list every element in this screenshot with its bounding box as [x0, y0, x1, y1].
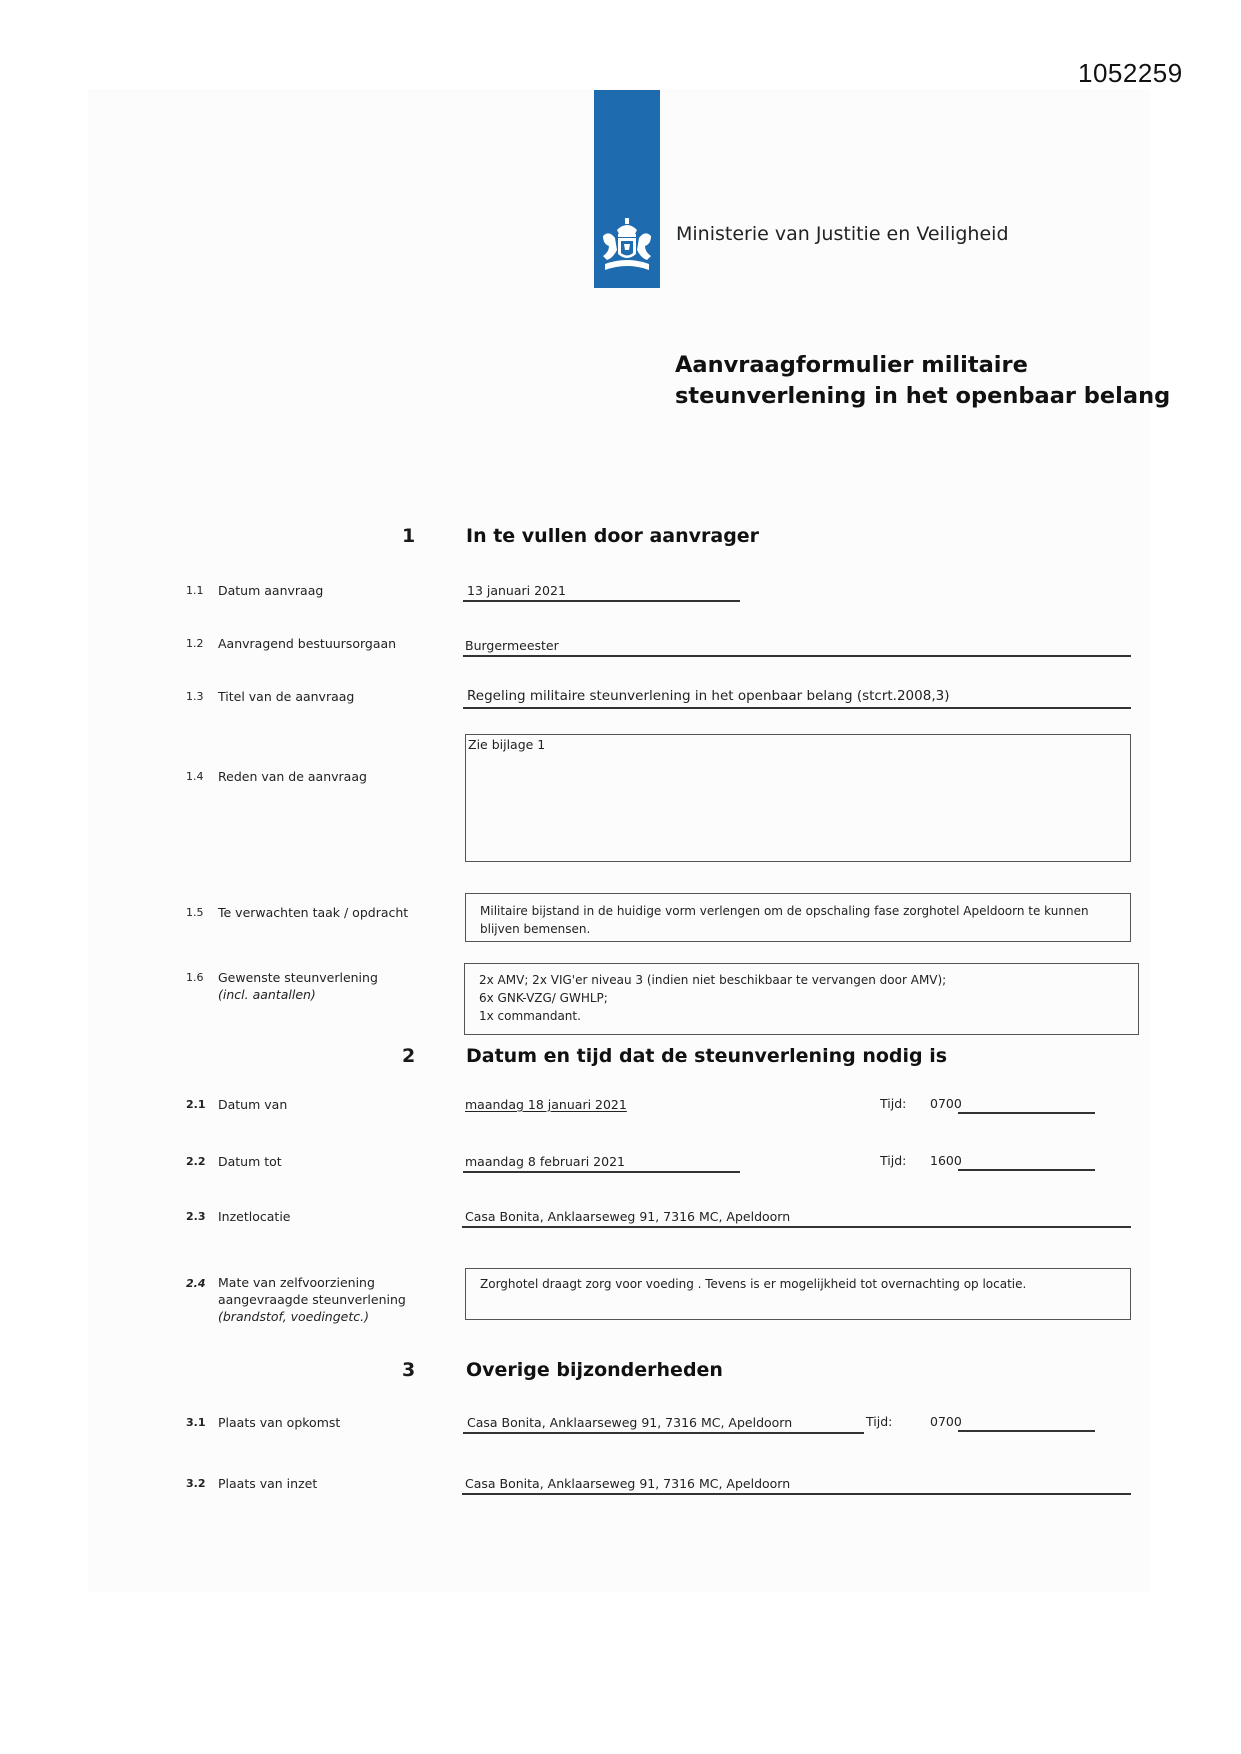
- field-1-1-label: Datum aanvraag: [218, 583, 324, 598]
- field-2-4-number: 2.4: [186, 1277, 206, 1290]
- field-2-3-underline: [462, 1226, 1131, 1228]
- field-3-1-underline: [463, 1432, 864, 1434]
- field-2-1-label: Datum van: [218, 1097, 288, 1112]
- steunverlening-line2: 6x GNK-VZG/ GWHLP;: [479, 991, 608, 1005]
- reden-aanvraag-textarea[interactable]: [465, 734, 1131, 862]
- field-1-5-label: Te verwachten taak / opdracht: [218, 905, 409, 920]
- steunverlening-line3: 1x commandant.: [479, 1009, 581, 1023]
- field-2-2-label: Datum tot: [218, 1154, 282, 1169]
- rijksoverheid-logo-bar: [594, 90, 660, 288]
- field-1-3-underline: [463, 707, 1131, 709]
- field-2-2-underline: [463, 1171, 740, 1173]
- section-3-title: Overige bijzonderheden: [466, 1359, 723, 1381]
- field-1-6-sublabel: (incl. aantallen): [218, 987, 316, 1002]
- field-2-3-label: Inzetlocatie: [218, 1209, 291, 1224]
- field-3-1-time-label: Tijd:: [866, 1414, 893, 1429]
- form-title: [675, 350, 1170, 412]
- field-1-1-underline: [463, 600, 740, 602]
- plaats-inzet-field[interactable]: Casa Bonita, Anklaarseweg 91, 7316 MC, Apeldoorn: [465, 1476, 791, 1491]
- field-3-2-number: 3.2: [186, 1477, 206, 1490]
- field-2-3-number: 2.3: [186, 1210, 206, 1223]
- field-1-5-number: 1.5: [186, 906, 204, 919]
- section-3-number: 3: [402, 1359, 416, 1381]
- field-1-3-number: 1.3: [186, 690, 204, 703]
- ministry-name: Ministerie van Justitie en Veiligheid: [676, 223, 1009, 245]
- tijd-opkomst-field[interactable]: 0700: [930, 1414, 962, 1429]
- field-1-1-number: 1.1: [186, 584, 204, 597]
- field-1-6-number: 1.6: [186, 971, 204, 984]
- field-2-4-sublabel: (brandstof, voedingetc.): [218, 1309, 369, 1324]
- plaats-opkomst-field[interactable]: Casa Bonita, Anklaarseweg 91, 7316 MC, Apeldoorn: [467, 1415, 793, 1430]
- form-title-line2: steunverlening in het openbaar belang: [675, 383, 1171, 409]
- section-1-title: In te vullen door aanvrager: [466, 525, 760, 547]
- field-2-1-number: 2.1: [186, 1098, 206, 1111]
- field-3-2-underline: [462, 1493, 1131, 1495]
- gewenste-steunverlening-textarea[interactable]: [464, 963, 1139, 1035]
- datum-aanvraag-field[interactable]: 13 januari 2021: [467, 583, 566, 598]
- aanvragend-bestuursorgaan-field[interactable]: Burgermeester: [465, 638, 559, 653]
- taak-opdracht-textarea[interactable]: [465, 893, 1131, 942]
- reden-aanvraag-value: Zie bijlage 1: [468, 737, 546, 752]
- field-1-2-underline: [463, 655, 1131, 657]
- field-3-1-time-underline: [958, 1430, 1095, 1432]
- field-1-4-number: 1.4: [186, 770, 204, 783]
- field-1-2-number: 1.2: [186, 637, 204, 650]
- tijd-tot-field[interactable]: 1600: [930, 1153, 962, 1168]
- field-1-4-label: Reden van de aanvraag: [218, 769, 367, 784]
- field-2-1-time-underline: [958, 1112, 1095, 1114]
- section-2-title: Datum en tijd dat de steunverlening nodig is: [466, 1045, 948, 1067]
- zelfvoorziening-textarea[interactable]: [465, 1268, 1131, 1320]
- field-3-2-label: Plaats van inzet: [218, 1476, 318, 1491]
- field-2-2-time-label: Tijd:: [880, 1153, 907, 1168]
- section-1-number: 1: [402, 525, 416, 547]
- field-1-2-label: Aanvragend bestuursorgaan: [218, 636, 397, 651]
- field-2-2-time-underline: [958, 1169, 1095, 1171]
- field-3-1-number: 3.1: [186, 1416, 206, 1429]
- titel-aanvraag-field[interactable]: Regeling militaire steunverlening in het openbaar belang (stcrt.2008,3): [467, 688, 950, 704]
- tijd-van-field[interactable]: 0700: [930, 1096, 962, 1111]
- field-2-4-label-line2: aangevraagde steunverlening: [218, 1292, 406, 1307]
- field-3-1-label: Plaats van opkomst: [218, 1415, 341, 1430]
- zelfvoorziening-value: Zorghotel draagt zorg voor voeding . Tevens is er mogelijkheid tot overnachting op locatie.: [480, 1277, 1027, 1291]
- field-2-4-label-line1: Mate van zelfvoorziening: [218, 1275, 375, 1290]
- field-1-6-label: [218, 969, 378, 1003]
- field-1-3-label: Titel van de aanvraag: [218, 689, 355, 704]
- datum-tot-field[interactable]: maandag 8 februari 2021: [465, 1154, 625, 1169]
- taak-opdracht-line1: Militaire bijstand in de huidige vorm verlengen om de opschaling fase zorghotel Apeldoorn te kunnen: [480, 904, 1089, 918]
- dutch-coat-of-arms-icon: [599, 216, 655, 280]
- field-2-4-label: [218, 1274, 406, 1325]
- steunverlening-line1: 2x AMV; 2x VIG'er niveau 3 (indien niet beschikbaar te vervangen door AMV);: [479, 973, 947, 987]
- form-title-line1: Aanvraagformulier militaire: [675, 352, 1028, 378]
- field-2-2-number: 2.2: [186, 1155, 206, 1168]
- field-1-6-label-text: Gewenste steunverlening: [218, 970, 378, 985]
- inzetlocatie-field[interactable]: Casa Bonita, Anklaarseweg 91, 7316 MC, Apeldoorn: [465, 1209, 791, 1224]
- section-2-number: 2: [402, 1045, 416, 1067]
- field-2-1-time-label: Tijd:: [880, 1096, 907, 1111]
- document-number: 1052259: [1078, 58, 1183, 88]
- taak-opdracht-line2: blijven bemensen.: [480, 922, 591, 936]
- datum-van-field[interactable]: maandag 18 januari 2021: [465, 1097, 627, 1112]
